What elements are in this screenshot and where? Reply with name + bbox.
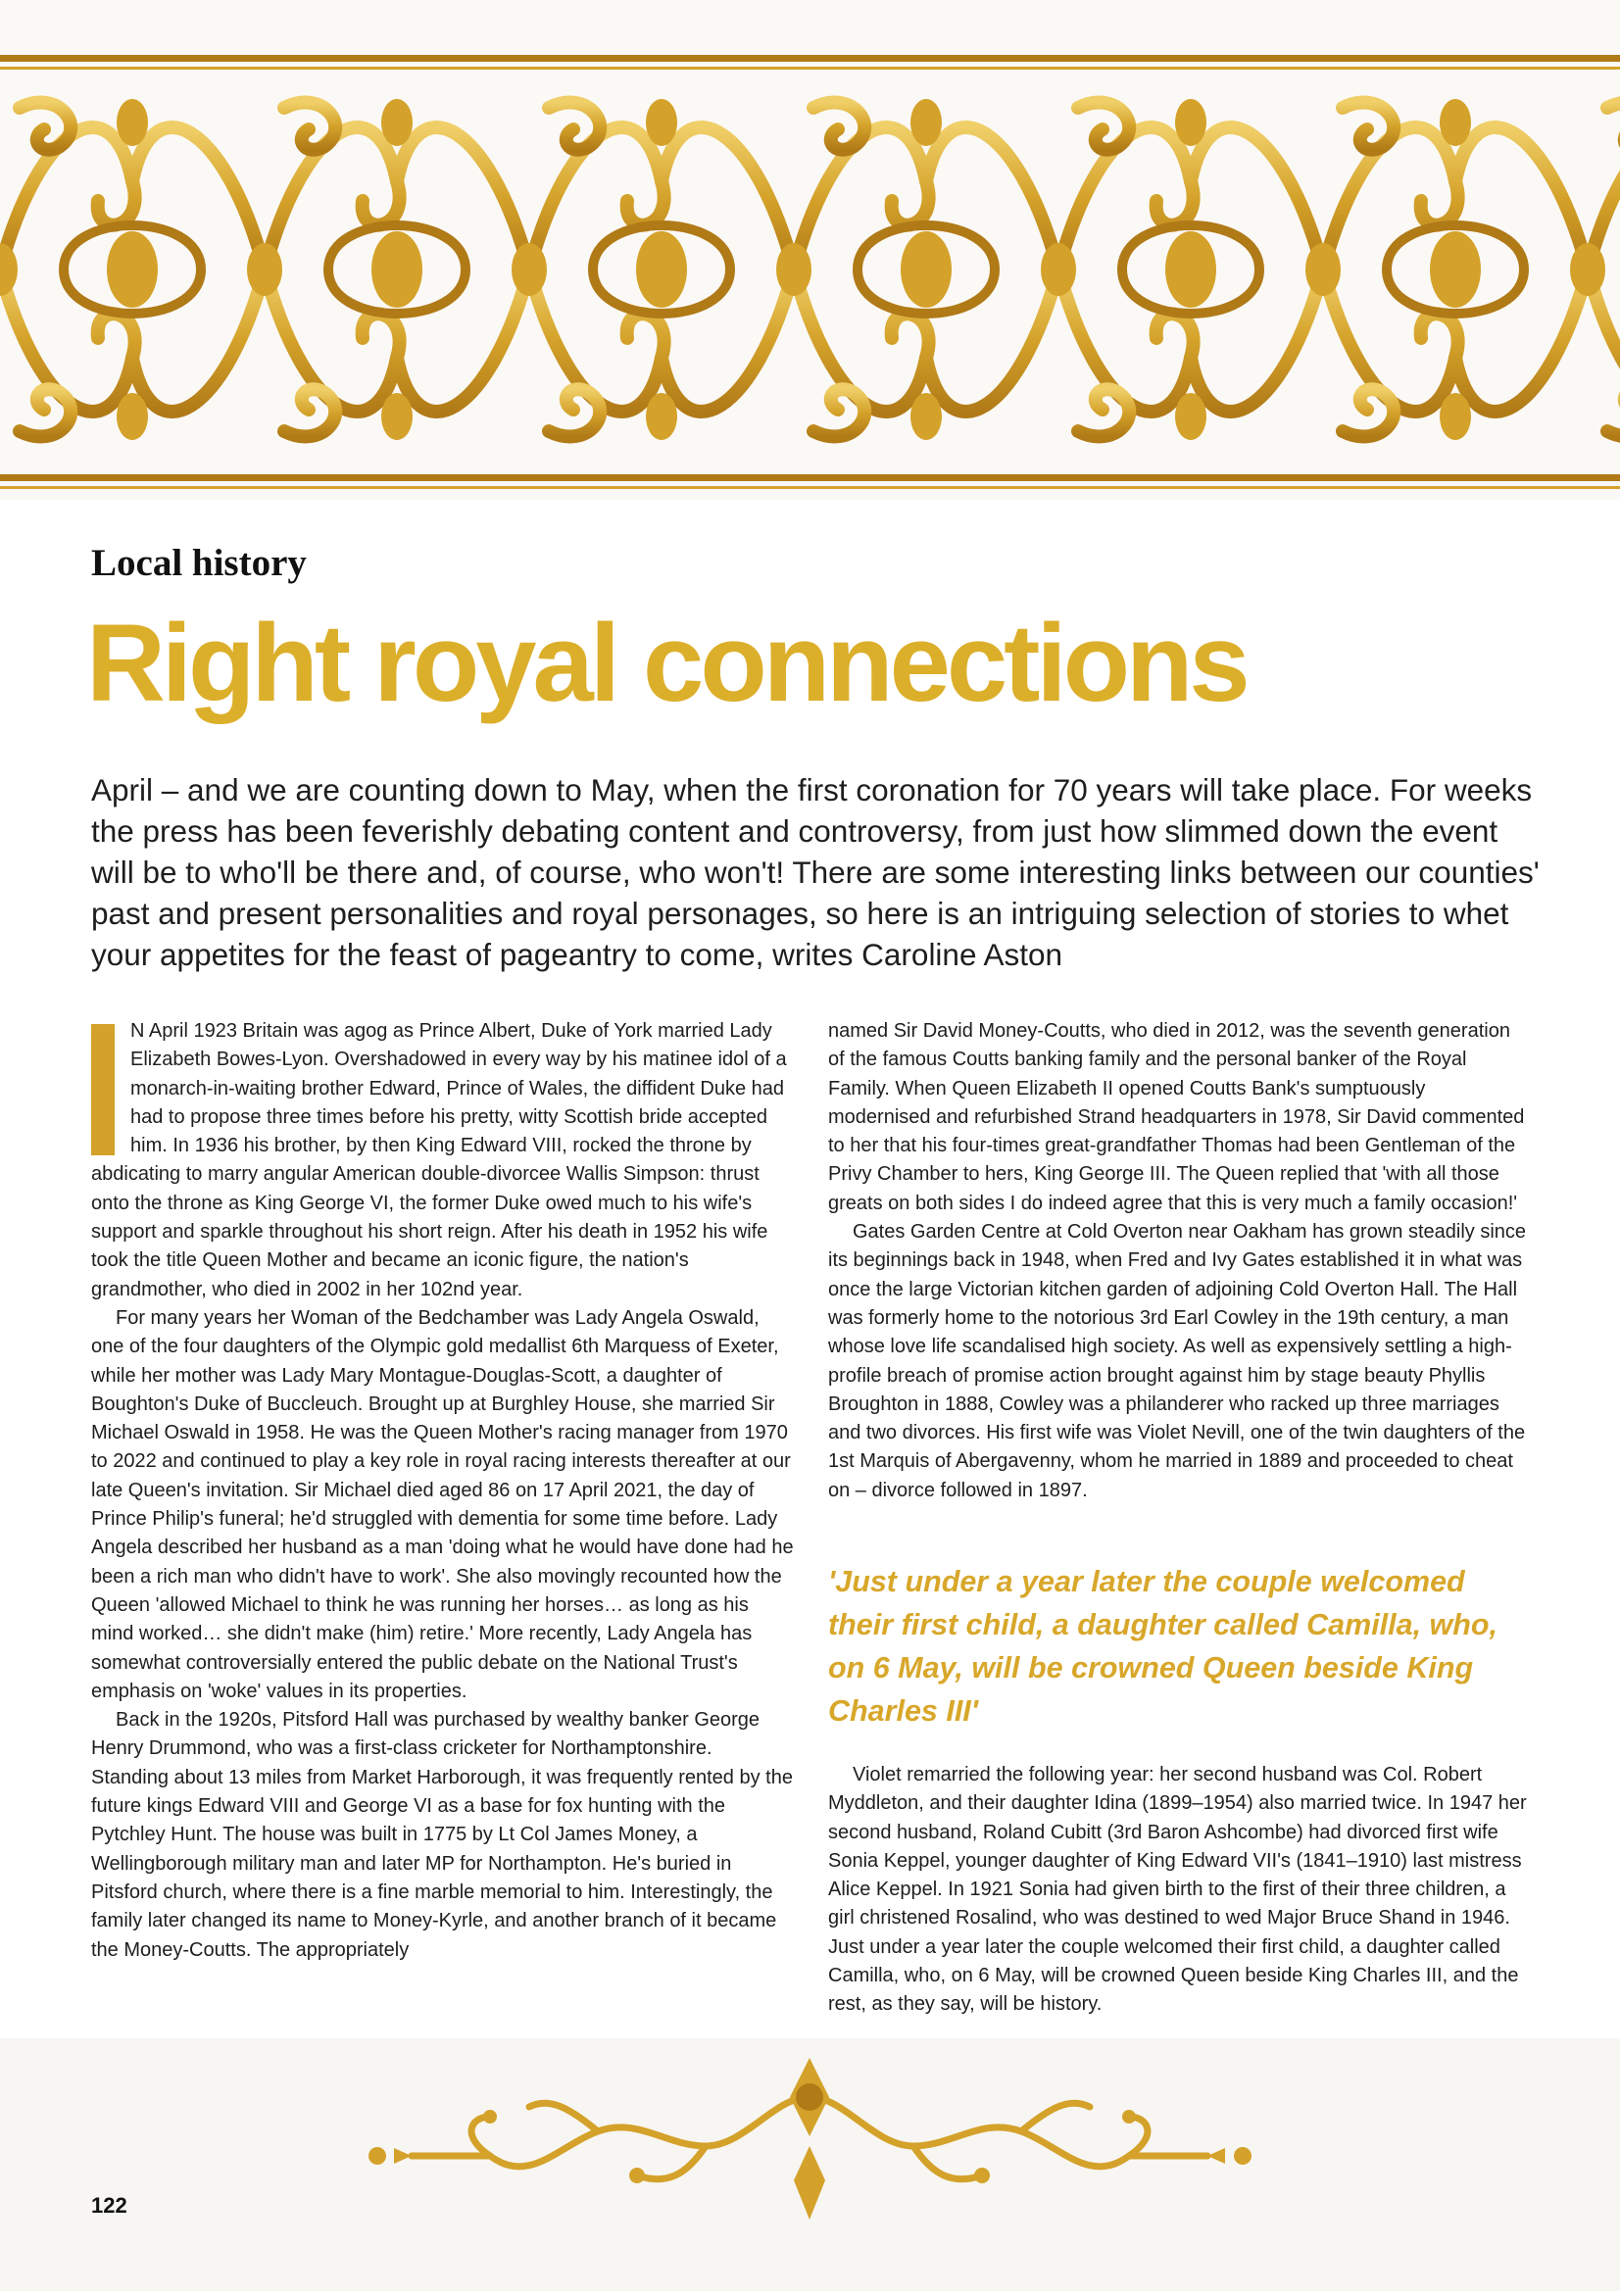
- ornament-scroll: [813, 389, 864, 436]
- ornament-leaf: [107, 231, 158, 308]
- paragraph-1-text: N April 1923 Britain was agog as Prince Albert, Duke of York married Lady Elizabeth Bowes-Lyon. Overshadowed in every way by his matinee idol of a monarch-in-waiting brother Edward, Prince of Wales, the diffident Duke had had to propose three times before his pretty, witty Scottish bride accepted him. In 1936 his brother, by then King Edward VIII, rocked the throne by abdicating to marry angular American double-divorcee Wallis Simpson: thrust onto the throne as King George VI, the former Duke owed much to his wife's support and sparkle throughout his short reign. After his death in 1952 his wife took the title Queen Mother and became an iconic figure, the nation's grandmother, who died in 2002 in her 102nd year.: [91, 1020, 787, 1300]
- ornament-leaf: [381, 393, 413, 440]
- paragraph-2: For many years her Woman of the Bedchamber was Lady Angela Oswald, one of the four daughters of the Olympic gold medallist 6th Marquess of Exeter, while her mother was Lady Mary Montague-Douglas-Scott, a daughter of Boughton's Duke of Buccleuch. Brought up at Burghley House, she married Sir Michael Oswald in 1958. He was the Queen Mother's racing manager from 1970 to 2022 and continued to play a key role in royal racing interests thereafter at our late Queen's invitation. Sir Michael died aged 86 on 17 April 2021, the day of Prince Philip's funeral; he'd struggled with dementia for some time before. Lady Angela described her husband as a man 'doing what he would have done had he been a rich man who didn't have to work'. She also movingly recounted how the Queen 'allowed Michael to think he was running her horses… as long as his mind worked… she didn't make (him) retire.' More recently, Lady Angela has somewhat controversially entered the public debate on the National Trust's emphasis on 'woke' values in its properties.: [91, 1306, 794, 1702]
- ornament-scrolls: [0, 99, 1620, 440]
- top-ornamental-banner: [0, 0, 1620, 500]
- bottom-ornamental-flourish-icon: [0, 2038, 1620, 2291]
- ornament-leaf: [117, 99, 148, 146]
- ornament-leaf: [247, 243, 282, 296]
- ornament-leaf: [636, 231, 687, 308]
- ornament-scroll: [284, 103, 335, 150]
- drop-cap-bar-icon: [91, 1024, 115, 1155]
- ornament-leaf: [910, 393, 942, 440]
- bottom-ornamental-band: [0, 2038, 1620, 2291]
- ornament-leaf: [1440, 393, 1471, 440]
- ornament-leaf: [512, 243, 547, 296]
- article-column-left: [91, 1017, 795, 1965]
- ornament-leaf: [381, 99, 413, 146]
- top-ornamental-border-icon: [0, 0, 1620, 500]
- ornament-scroll: [1607, 103, 1620, 150]
- ornament-scroll: [549, 389, 600, 436]
- ornament-leaf: [910, 99, 942, 146]
- ornament-leaf: [1570, 243, 1605, 296]
- paragraph-5: Gates Garden Centre at Cold Overton near Oakham has grown steadily since its beginnings back in 1948, when Fred and Ivy Gates established it in what was once the large Victorian kitchen garden of adjoining Cold Overton Hall. The Hall was formerly home to the notorious 3rd Earl Cowley in the 19th century, a man whose love life scandalised high society. As well as expensively settling a high-profile breach of promise action brought against him by stage beauty Phyllis Broughton in 1888, Cowley was a philanderer who racked up three marriages and two divorces. His first wife was Violet Nevill, one of the twin daughters of the 1st Marquis of Abergavenny, whom he married in 1889 and proceeded to cheat on – divorce followed in 1897.: [828, 1221, 1527, 1501]
- ornament-leaf: [646, 393, 677, 440]
- ornament-leaf: [1175, 99, 1206, 146]
- ornament-scroll: [1607, 389, 1620, 436]
- ornament-leaf: [371, 231, 422, 308]
- ornament-leaf: [1165, 231, 1216, 308]
- pull-quote: 'Just under a year later the couple welcomed their first child, a daughter called Camilla, who, on 6 May, will be crowned Queen beside King Charles III': [828, 1565, 1498, 1728]
- article-column-right-top: [828, 1017, 1529, 1505]
- ornament-scroll: [20, 103, 71, 150]
- ornament-leaf: [1430, 231, 1481, 308]
- paragraph-3: Back in the 1920s, Pitsford Hall was purchased by wealthy banker George Henry Drummond, who was a first-class cricketer for Northamptonshire. Standing about 13 miles from Market Harborough, it was frequently rented by the future kings Edward VIII and George VI as a base for fox hunting with the Pytchley Hunt. The house was built in 1775 by Lt Col James Money, a Wellingborough military man and later MP for Northampton. He's buried in Pitsford church, where there is a fine marble memorial to him. Interestingly, the family later changed its name to Money-Kyrle, and another branch of it became the Money-Coutts. The appropriately: [91, 1709, 793, 1961]
- ornament-leaf: [901, 231, 952, 308]
- ornament-scroll: [1078, 103, 1129, 150]
- paragraph-6: Violet remarried the following year: her second husband was Col. Robert Myddleton, and their daughter Idina (1899–1954) also married twice. In 1947 her second husband, Roland Cubitt (3rd Baron Ashcombe) had divorced first wife Sonia Keppel, younger daughter of King Edward VII's (1841–1910) last mistress Alice Keppel. In 1921 Sonia had given birth to the first of their three children, a girl christened Rosalind, who was destined to wed Major Bruce Shand in 1946. Just under a year later the couple welcomed their first child, a daughter called Camilla, who, on 6 May, will be crowned Queen beside King Charles III, and the rest, as they say, will be history.: [828, 1764, 1527, 2016]
- paragraph-1: [91, 1017, 795, 1304]
- ornament-leaf: [1175, 393, 1206, 440]
- paragraph-4: named Sir David Money-Coutts, who died in 2012, was the seventh generation of the famous Coutts banking family and the personal banker of the Royal Family. When Queen Elizabeth II opened Coutts Bank's sumptuously modernised and refurbished Strand headquarters in 1978, Sir David commented to her that his four-times great-grandfather Thomas had been Gentleman of the Privy Chamber to hers, King George III. The Queen replied that 'with all those greats on both sides I do indeed agree that this is very much a family occasion!': [828, 1020, 1525, 1214]
- ornament-leaf: [1440, 99, 1471, 146]
- ornament-scroll: [549, 103, 600, 150]
- ornament-leaf: [776, 243, 811, 296]
- ornament-scroll: [1078, 389, 1129, 436]
- ornament-leaf: [1305, 243, 1341, 296]
- ornament-scroll: [1343, 103, 1394, 150]
- page-title: Right royal connections: [86, 602, 1247, 724]
- ornament-leaf: [1041, 243, 1076, 296]
- ornament-leaf: [646, 99, 677, 146]
- ornament-scroll: [813, 103, 864, 150]
- section-label: Local history: [91, 542, 307, 584]
- ornament-leaf: [117, 393, 148, 440]
- article-column-right-bottom: [828, 1761, 1529, 2020]
- ornament-scroll: [1343, 389, 1394, 436]
- ornament-scroll: [20, 389, 71, 436]
- ornament-leaf: [0, 243, 18, 296]
- ornament-scroll: [284, 389, 335, 436]
- page-number: 122: [91, 2193, 127, 2218]
- standfirst: April – and we are counting down to May, when the first coronation for 70 years will take place. For weeks the press has been feverishly debating content and controversy, from just how slimmed down the event will be to who'll be there and, of course, who won't! There are some interesting links between our counties' past and present personalities and royal personages, so here is an intriguing selection of stories to whet your appetites for the feast of pageantry to come, writes Caroline Aston: [91, 772, 1540, 972]
